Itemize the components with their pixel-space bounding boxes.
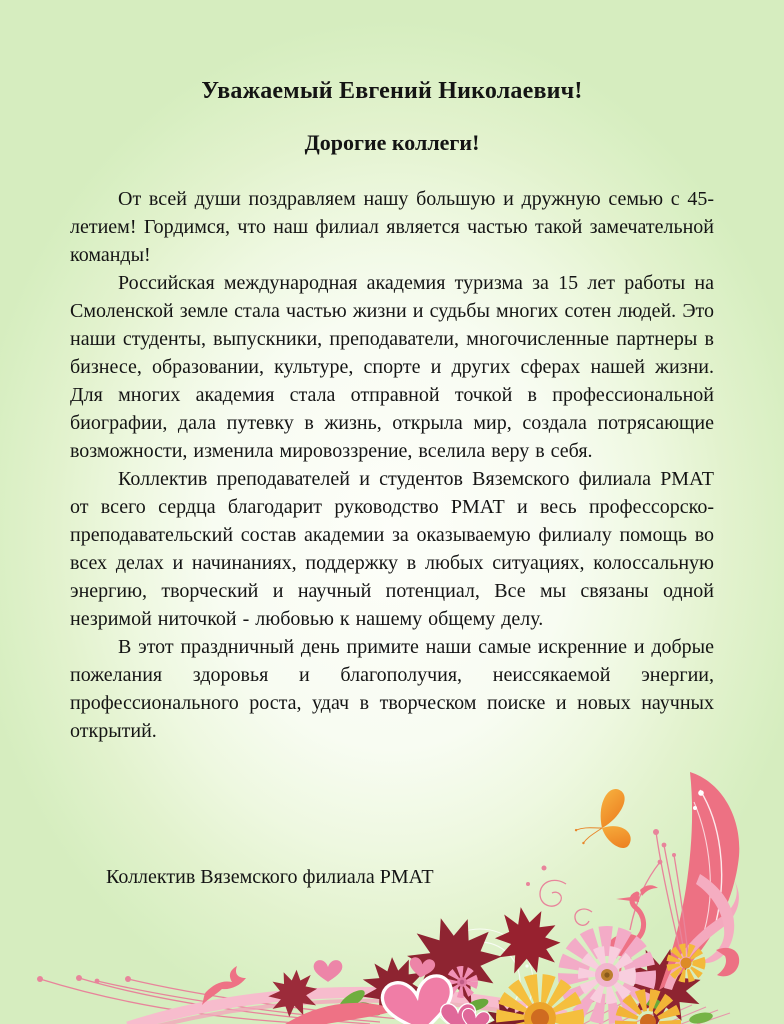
paragraph-2: Российская международная академия туризма за 15 лет работы на Смоленской земле стала частью жизни и судьбы многих сотен людей. Это наши студенты, выпускники, преподаватели, многочисленные партнеры в бизнесе, образовании, культуре, спорте и других сферах нашей жизни. Для многих академия стала отправной точкой в профессиональной биографии, дала путевку в жизнь, открыла мир, создала потрясающие возможности, изменила мировоззрение, вселила веру в себя. [70,271,714,462]
letter-subtitle: Дорогие коллеги! [304,129,480,155]
paragraph-4: В этот праздничный день примите наши самые искренние и добрые пожелания здоровья и благополучия, неиссякаемой энергии, профессионального роста, удач в творческом поиске и новых научных открытий. [70,635,714,742]
letter-body [70,185,714,745]
paragraph-1: От всей души поздравляем нашу большую и дружную семью с 45-летием! Гордимся, что наш филиал является частью такой замечательной команды! [70,187,714,266]
paragraph-3: Коллектив преподавателей и студентов Вяземского филиала РМАТ от всего сердца благодарит руководство РМАТ и весь профессорско-преподавательский состав академии за оказываемую филиалу помощь во всех делах и начинаниях, поддержку в любых ситуациях, колоссальную энергию, творческий и научный потенциал, Все мы связаны одной незримой ниточкой - любовью к нашему общему делу. [70,467,714,630]
letter-title: Уважаемый Евгений Николаевич! [201,78,583,104]
letter-signature: Коллектив Вяземского филиала РМАТ [106,866,434,888]
